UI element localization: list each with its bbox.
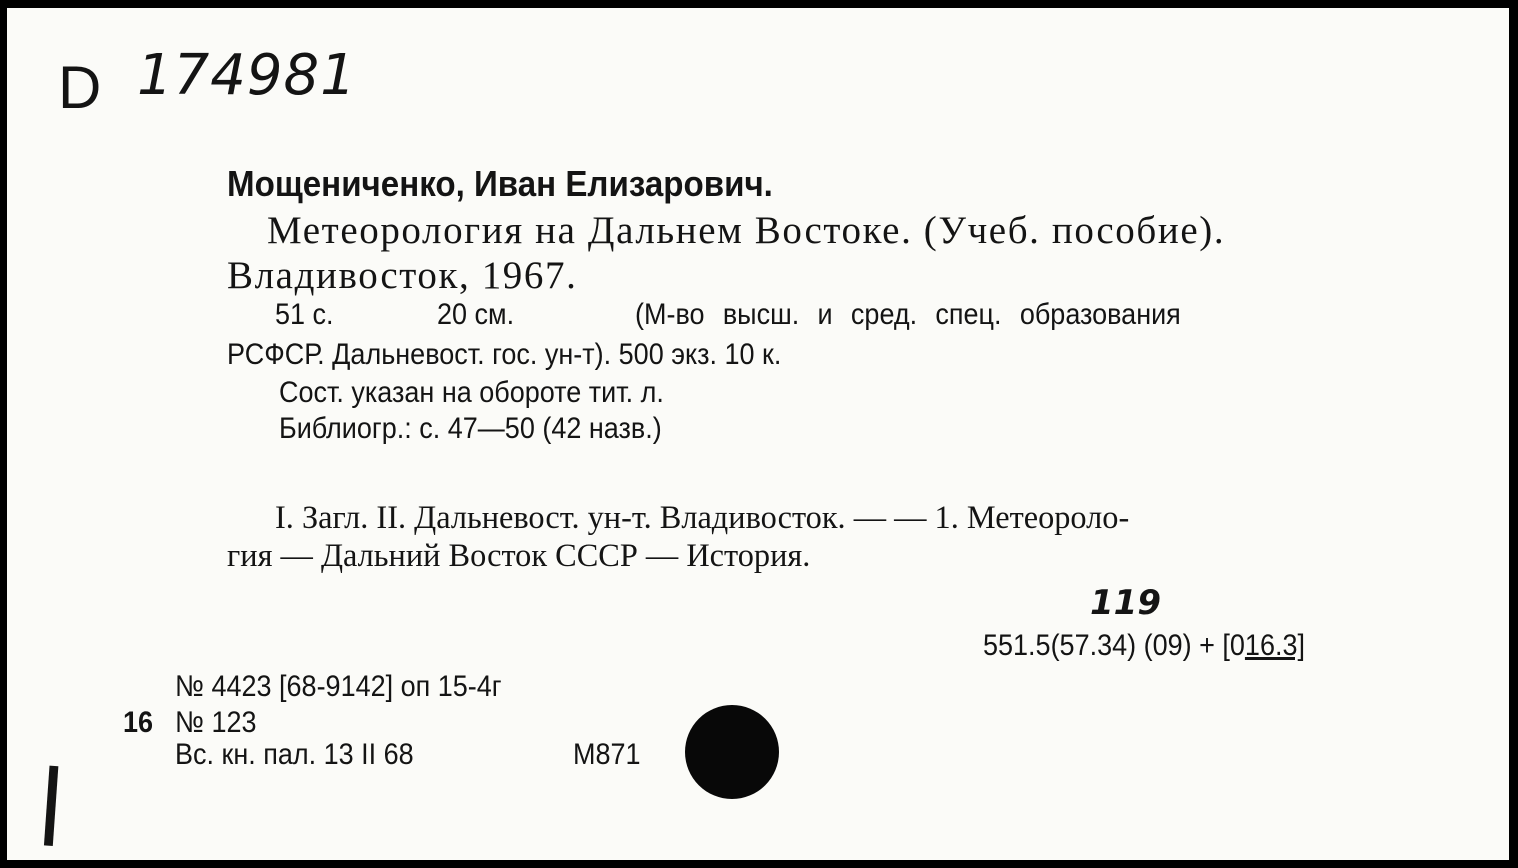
tracings-line-2: гия — Дальний Восток СССР — История.: [227, 538, 811, 574]
note-compiler: Сост. указан на обороте тит. л.: [279, 376, 664, 409]
udc-classification: 551.5(57.34) (09) + [016.3]: [983, 629, 1305, 662]
title-line-2: Владивосток, 1967.: [227, 254, 578, 297]
chamber-code: М871: [573, 738, 641, 771]
order-line: № 4423 [68-9142] оп 15-4г: [175, 670, 502, 703]
copy-line-number: № 123: [175, 706, 257, 739]
catalog-card: [7, 8, 1509, 860]
punch-hole: [685, 705, 779, 799]
call-number-handwritten: 174981: [137, 43, 357, 108]
collation-size: 20 см.: [437, 298, 515, 331]
series-line-1: (М-во высш. и сред. спец. образования: [635, 298, 1181, 331]
tracings-line-1: I. Загл. II. Дальневост. ун-т. Владивосток. — — 1. Метеороло-: [275, 500, 1130, 536]
margin-stroke: |: [33, 752, 70, 847]
chamber-line: Вс. кн. пал. 13 II 68: [175, 738, 414, 771]
udc-underlined-part: 16.3]: [1244, 629, 1305, 662]
author-heading: Мощениченко, Иван Елизарович.: [227, 163, 773, 204]
note-bibliography: Библиогр.: с. 47—50 (42 назв.): [279, 412, 662, 445]
series-line-2: РСФСР. Дальневост. гос. ун-т). 500 экз. 10 к.: [227, 338, 782, 371]
handwritten-mark: 119: [1090, 583, 1161, 623]
copy-line-prefix: 16: [123, 706, 154, 739]
title-line-1: Метеорология на Дальнем Востоке. (Учеб. пособие).: [267, 209, 1226, 252]
collation-pages: 51 с.: [275, 298, 334, 331]
call-number-prefix: D: [58, 54, 102, 121]
